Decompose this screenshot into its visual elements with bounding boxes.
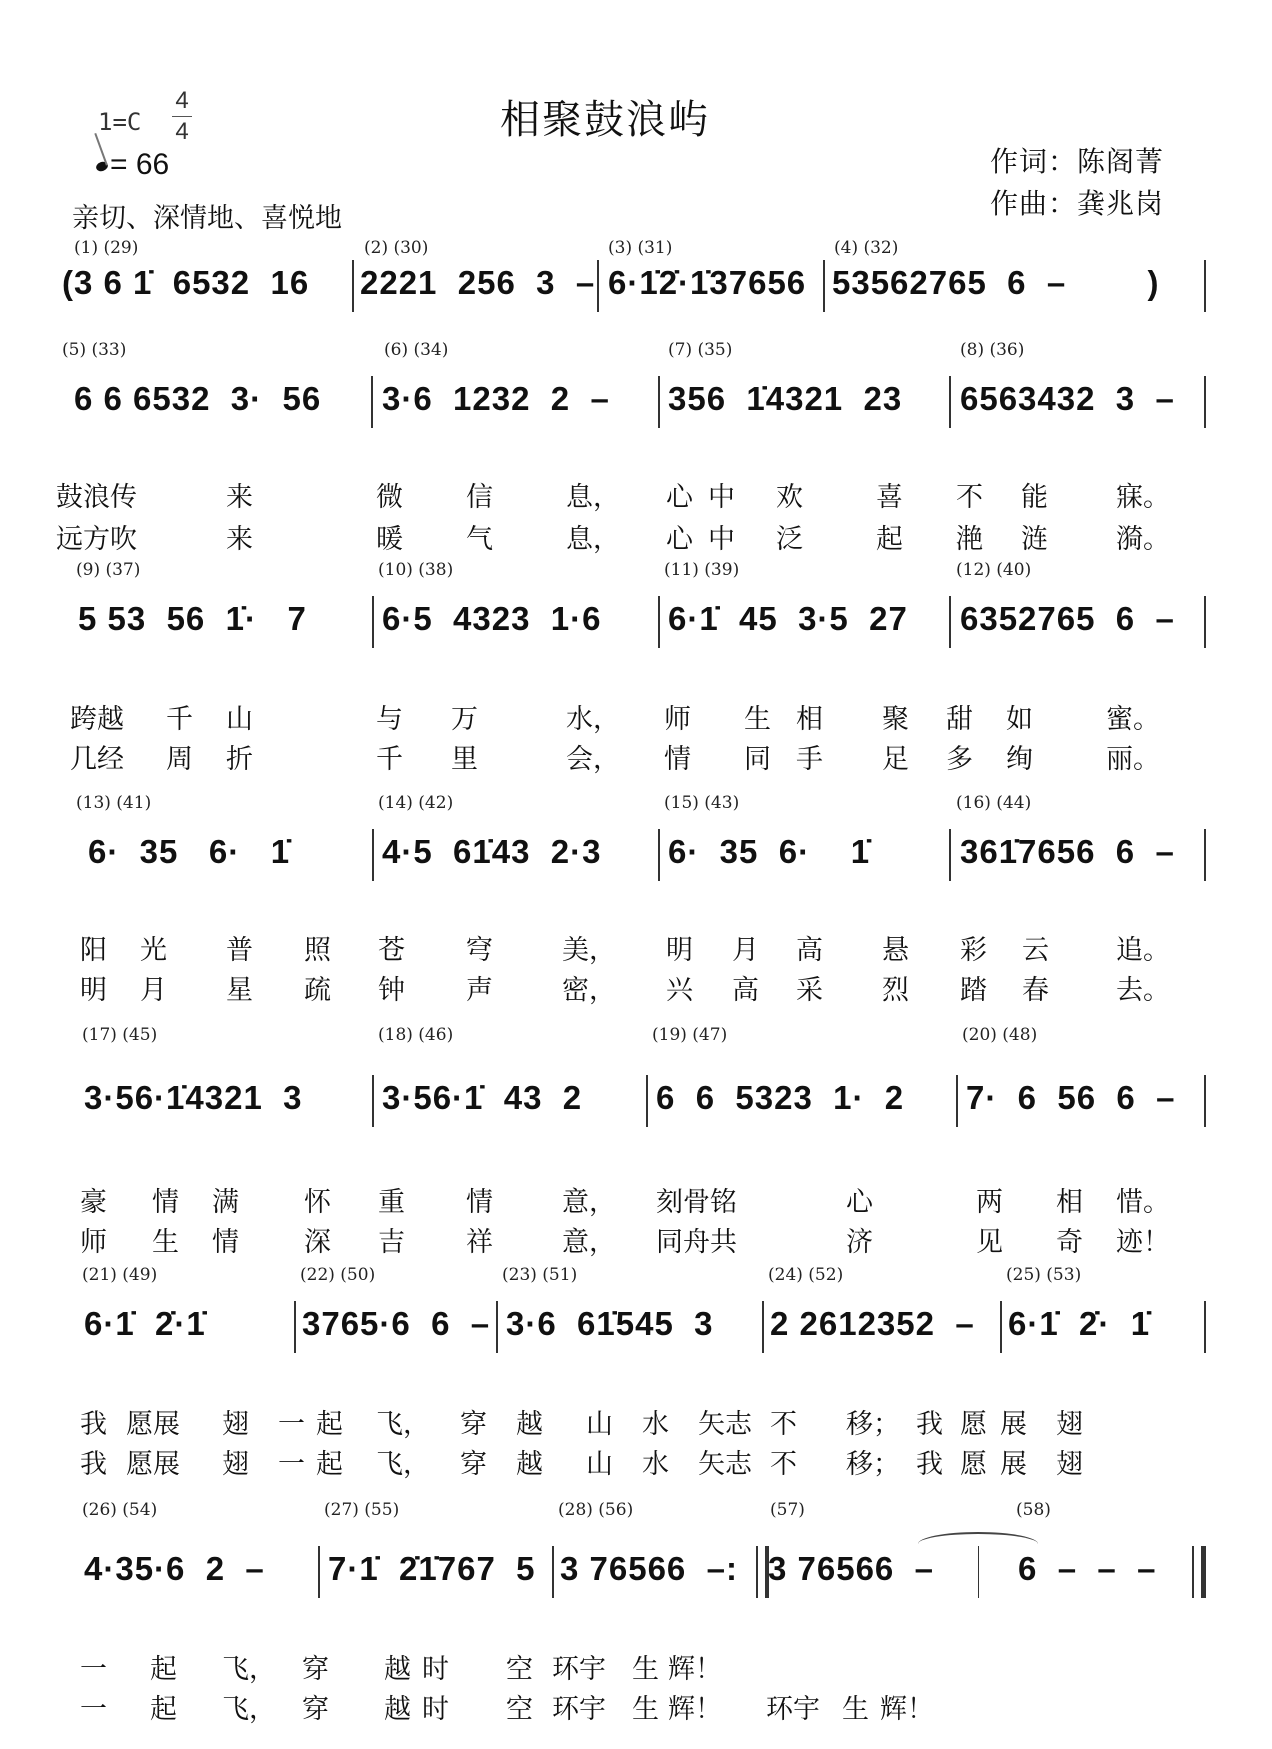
- barline: [1204, 260, 1206, 312]
- measure-number: (25) (53): [1006, 1265, 1082, 1285]
- time-signature-bottom: 4: [175, 118, 189, 145]
- measure-number: (14) (42): [378, 793, 454, 813]
- measure-notes: 7· 6 56 6 –: [966, 1079, 1176, 1116]
- measure-number: (3) (31): [608, 238, 673, 258]
- barline: [978, 1546, 979, 1598]
- measure-number: (7) (35): [668, 340, 733, 360]
- measure-notes: (3 6 1̇ 6532 16: [62, 264, 310, 301]
- barline: [658, 596, 660, 648]
- barline: [956, 1075, 958, 1127]
- measure: [82, 1265, 296, 1455]
- measure-number: (11) (39): [664, 560, 740, 580]
- staff-system-7: [56, 1500, 1206, 1725]
- measure-number: (22) (50): [300, 1265, 376, 1285]
- measure-notes: 6563432 3 –: [960, 380, 1175, 417]
- barline: [372, 829, 374, 881]
- measure-number: (18) (46): [378, 1025, 454, 1045]
- measure-notes: 3 76566 –: [768, 1550, 934, 1587]
- barline: [1204, 376, 1206, 428]
- staff-system-3: [56, 560, 1206, 775]
- measure-notes: 3 76566 –:: [560, 1550, 738, 1587]
- measure-number: (9) (37): [76, 560, 141, 580]
- measure-number: (20) (48): [962, 1025, 1038, 1045]
- staff-system-1: [56, 238, 1206, 318]
- tempo-value: = 66: [110, 148, 170, 181]
- measure-number: (6) (34): [384, 340, 449, 360]
- measure-number: (15) (43): [664, 793, 740, 813]
- measure-notes: 3·6 61̇545 3: [506, 1305, 714, 1342]
- lyric-line-1: 跨越 千 山 与 万 水， 师 生 相 聚 甜 如 蜜。: [70, 704, 1160, 735]
- measure-notes: 4·35·6 2 –: [84, 1550, 265, 1587]
- measure-notes: 5 53 56 1̇· 7: [78, 600, 307, 637]
- barline: [949, 376, 951, 428]
- measure-notes: 3·56·1̇4321 3: [84, 1079, 303, 1116]
- measure-number: (2) (30): [364, 238, 429, 258]
- barline: [294, 1301, 296, 1353]
- lyric-line-1: 阳 光 普 照 苍 穹 美， 明 月 高 悬 彩 云 追。: [80, 935, 1170, 966]
- measure-number: (4) (32): [834, 238, 899, 258]
- measure: [956, 560, 1202, 750]
- measure-notes: 6·1̇2̇·1̇37656: [608, 264, 807, 301]
- barline: [1204, 1301, 1206, 1353]
- measure-notes: 6·5 4323 1·6: [382, 600, 602, 637]
- final-barline: [1192, 1546, 1206, 1598]
- barline: [646, 1075, 648, 1127]
- measure-notes: 6·1̇ 2̇·1̇: [84, 1305, 206, 1342]
- measure-number: (23) (51): [502, 1265, 578, 1285]
- lyric-line-1: 我 愿展 翅 一 起 飞， 穿 越 山 水 矢志 不 移； 我 愿 展 翅: [80, 1409, 1083, 1440]
- measure: [358, 238, 594, 318]
- barline: [496, 1301, 498, 1353]
- tempo-marking: [96, 148, 169, 182]
- barline: [1204, 1075, 1206, 1127]
- measure-notes: 6 – – –: [1018, 1550, 1157, 1587]
- measure-number: (16) (44): [956, 793, 1032, 813]
- measure-notes: 3·6 1232 2 –: [382, 380, 610, 417]
- measure-number: (24) (52): [768, 1265, 844, 1285]
- measure-number: (1) (29): [74, 238, 139, 258]
- composer-credit: 作曲：龚兆岗: [990, 187, 1165, 220]
- barline: [352, 260, 354, 312]
- measure: [986, 1500, 1186, 1700]
- lyric-line-1: 鼓浪传 来 微 信 息， 心 中 欢 喜 不 能 寐。: [56, 482, 1170, 513]
- barline: [762, 1301, 764, 1353]
- barline: [372, 1075, 374, 1127]
- measure: [1006, 1265, 1202, 1455]
- measure: [830, 238, 1190, 318]
- staff-system-6: [56, 1265, 1206, 1480]
- lyric-line-2: 远方吹 来 暖 气 息， 心 中 泛 起 滟 涟 漪。: [56, 524, 1170, 555]
- measure-notes: 356 1̇4321 23: [668, 380, 903, 417]
- measure-number: (13) (41): [76, 793, 152, 813]
- expression-marking: 亲切、深情地、喜悦地: [72, 203, 342, 234]
- staff-system-4: [56, 793, 1206, 1006]
- measure-number: (10) (38): [378, 560, 454, 580]
- measure-number: (58): [1016, 1500, 1051, 1520]
- measure-notes: 6 6 5323 1· 2: [656, 1079, 905, 1116]
- barline: [552, 1546, 554, 1598]
- measure-number: (5) (33): [62, 340, 127, 360]
- measure-number: (28) (56): [558, 1500, 634, 1520]
- barline: [658, 376, 660, 428]
- lyric-line-1: 一 起 飞， 穿 越 时 空 环宇 生 辉！: [80, 1654, 722, 1685]
- measure-notes: 7·1̇ 2̇1̇767 5: [328, 1550, 536, 1587]
- measure-notes: 6· 35 6· 1̇: [88, 833, 291, 870]
- measure-notes: 2221 256 3 –: [360, 264, 596, 301]
- barline: [823, 260, 825, 312]
- barline: [949, 596, 951, 648]
- measure-number: (57): [770, 1500, 805, 1520]
- measure-number: (17) (45): [82, 1025, 158, 1045]
- measure-notes: 3765·6 6 –: [302, 1305, 491, 1342]
- staff-system-5: [56, 1025, 1206, 1258]
- barline: [371, 376, 373, 428]
- measure-notes: 6·1̇ 45 3·5 27: [668, 600, 908, 637]
- measure-notes: 3·56·1̇ 43 2: [382, 1079, 583, 1116]
- measure-notes: 2 2612352 –: [770, 1305, 975, 1342]
- barline: [372, 596, 374, 648]
- barline: [949, 829, 951, 881]
- staff-system-2: [56, 340, 1206, 555]
- lyricist-credit: 作词：陈阁菁: [990, 145, 1165, 178]
- measure-number: (8) (36): [960, 340, 1025, 360]
- key-signature: 1=C: [98, 108, 142, 136]
- quarter-note-icon: [95, 160, 109, 173]
- measure-notes: 6· 35 6· 1̇: [668, 833, 871, 870]
- lyric-line-1: 豪 情 满 怀 重 情 意， 刻骨铭 心 两 相 惜。: [80, 1187, 1170, 1218]
- lyric-line-2: 几经 周 折 千 里 会， 情 同 手 足 多 绚 丽。: [70, 744, 1160, 775]
- barline: [318, 1546, 320, 1598]
- measure: [604, 238, 820, 318]
- measure: [768, 1500, 968, 1700]
- measure-notes: 53562765 6 – ): [832, 264, 1160, 301]
- measure-number: (21) (49): [82, 1265, 158, 1285]
- barline: [1204, 829, 1206, 881]
- barline: [658, 829, 660, 881]
- measure-notes: 361̇7656 6 –: [960, 833, 1175, 870]
- barline: [597, 260, 599, 312]
- page-title: 相聚鼓浪屿: [500, 97, 710, 143]
- lyric-line-2: 明 月 星 疏 钟 声 密， 兴 高 采 烈 踏 春 去。: [80, 975, 1170, 1006]
- barline: [1000, 1301, 1002, 1353]
- measure-number: (12) (40): [956, 560, 1032, 580]
- measure-notes: 6·1̇ 2̇· 1̇: [1008, 1305, 1151, 1342]
- time-signature-top: 4: [175, 87, 189, 114]
- measure-notes: 4·5 61̇43 2·3: [382, 833, 602, 870]
- measure-number: (19) (47): [652, 1025, 728, 1045]
- measure-notes: 6 6 6532 3· 56: [74, 380, 322, 417]
- barline: [1204, 596, 1206, 648]
- lyric-line-2: 一 起 飞， 穿 越 时 空 环宇 生 辉！ 环宇 生 辉！: [80, 1694, 934, 1725]
- measure-number: (26) (54): [82, 1500, 158, 1520]
- measure: [62, 238, 354, 318]
- measure-number: (27) (55): [324, 1500, 400, 1520]
- lyric-line-2: 师 生 情 深 吉 祥 意， 同舟共 济 见 奇 迹！: [80, 1227, 1170, 1258]
- measure-notes: 6352765 6 –: [960, 600, 1175, 637]
- lyric-line-2: 我 愿展 翅 一 起 飞， 穿 越 山 水 矢志 不 移； 我 愿 展 翅: [80, 1449, 1083, 1480]
